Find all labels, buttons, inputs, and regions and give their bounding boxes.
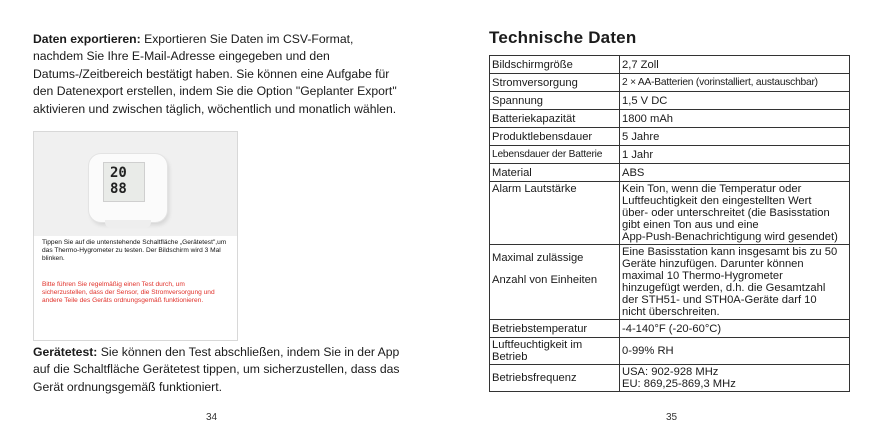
spec-value: -4-140°F (-20-60°C) (620, 320, 850, 338)
spec-key: Lebensdauer der Batterie (490, 146, 620, 164)
spec-key (490, 338, 620, 365)
spec-value-line: EU: 869,25-869,3 MHz (622, 378, 736, 390)
export-body: Exportieren Sie Daten im CSV-Format, nachdem Sie Ihre E-Mail-Adresse eingegeben und den Datums-/Zeitbereich bestätigt haben. Sie können eine Aufgabe für den Datenexport erstellen, indem Sie die Option "Geplanter Export" aktivieren und zwischen täglich, wöchentlich und monatlich wählen. (33, 32, 397, 116)
spec-value-line: USA: 902-928 MHz (622, 366, 719, 378)
spec-key: Betriebstemperatur (490, 320, 620, 338)
spec-key: Alarm Lautstärke (490, 182, 620, 245)
spec-value (620, 365, 850, 392)
spec-value: 5 Jahre (620, 128, 850, 146)
spec-key: Produktlebensdauer (490, 128, 620, 146)
spec-key-line: Luftfeuchtigkeit im (492, 339, 583, 351)
spec-value-line: Luftfeuchtigkeit den eingestellten Wert (622, 195, 812, 207)
table-row (490, 128, 850, 146)
app-screenshot (33, 131, 238, 341)
lcd-humidity: 88 (110, 181, 127, 197)
table-row (490, 164, 850, 182)
export-paragraph (33, 31, 405, 118)
spec-key (490, 245, 620, 320)
table-row (490, 92, 850, 110)
page-number-right: 35 (666, 412, 678, 423)
export-title: Daten exportieren: (33, 32, 141, 46)
spec-value: 1800 mAh (620, 110, 850, 128)
spec-value (620, 245, 850, 320)
spec-value-line: nicht überschreiten. (622, 306, 720, 318)
test-title: Gerätetest: (33, 345, 98, 359)
device-test-instruction: Tippen Sie auf die untenstehende Schaltfläche „Gerätetest",um das Thermo-Hygrometer zu testen. Der Bildschirm wird 3 Mal blinken. (42, 239, 227, 263)
spec-key: Material (490, 164, 620, 182)
spec-value-line: App-Push-Benachrichtigung wird gesendet) (622, 231, 838, 243)
table-row (490, 365, 850, 392)
table-row (490, 182, 850, 245)
table-row (490, 56, 850, 74)
spec-value: 1 Jahr (620, 146, 850, 164)
thermo-hygrometer-device (89, 154, 167, 222)
table-row (490, 320, 850, 338)
device-stand (105, 220, 151, 228)
table-row (490, 245, 850, 320)
spec-value: 2 × AA-Batterien (vorinstalliert, austauschbar) (620, 74, 850, 92)
test-paragraph (33, 344, 405, 396)
spec-value-line: der STH51- und STH0A-Geräte darf 10 (622, 294, 817, 306)
device-lcd (103, 162, 145, 202)
spec-value-line: über- oder unterschreitet (die Basisstation (622, 207, 830, 219)
spec-value-line: Kein Ton, wenn die Temperatur oder (622, 183, 802, 195)
lcd-temperature: 20 (110, 165, 127, 181)
specs-table (489, 55, 850, 392)
table-row (490, 146, 850, 164)
spec-value-line: Geräte hinzufügen. Darunter können (622, 258, 804, 270)
spec-value-line: Eine Basisstation kann insgesamt bis zu 50 (622, 246, 838, 258)
table-row (490, 74, 850, 92)
table-row (490, 110, 850, 128)
spec-key: Betriebsfrequenz (490, 365, 620, 392)
spec-value: 1,5 V DC (620, 92, 850, 110)
table-row (490, 338, 850, 365)
spec-key: Bildschirmgröße (490, 56, 620, 74)
spec-value-line: maximal 10 Thermo-Hygrometer (622, 270, 783, 282)
spec-key: Stromversorgung (490, 74, 620, 92)
section-title: Technische Daten (489, 28, 637, 47)
spec-value: 2,7 Zoll (620, 56, 850, 74)
spec-value (620, 182, 850, 245)
left-page (0, 0, 440, 442)
device-test-warning: Bitte führen Sie regelmäßig einen Test durch, um sicherzustellen, dass der Sensor, die Stromversorgung und andere Teile des Geräts ordnungsgemäß funktionieren. (42, 281, 215, 305)
device-image (34, 132, 237, 236)
page-number-left: 34 (206, 412, 218, 423)
spec-value-line: hinzugefügt werden, d.h. die Gesamtzahl (622, 282, 826, 294)
spec-key: Batteriekapazität (490, 110, 620, 128)
spec-key-line: Maximal zulässige (492, 252, 584, 264)
spec-value-line: gibt einen Ton aus und eine (622, 219, 759, 231)
spec-key-line: Anzahl von Einheiten (492, 274, 598, 286)
spec-value: 0-99% RH (620, 338, 850, 365)
right-page (440, 0, 883, 442)
spec-key-line: Betrieb (492, 351, 528, 363)
test-body: Sie können den Test abschließen, indem Sie in der App auf die Schaltfläche Gerätetest tippen, um sicherzustellen, dass das Gerät ordnungsgemäß funktioniert. (33, 345, 400, 394)
spec-value: ABS (620, 164, 850, 182)
spec-key: Spannung (490, 92, 620, 110)
